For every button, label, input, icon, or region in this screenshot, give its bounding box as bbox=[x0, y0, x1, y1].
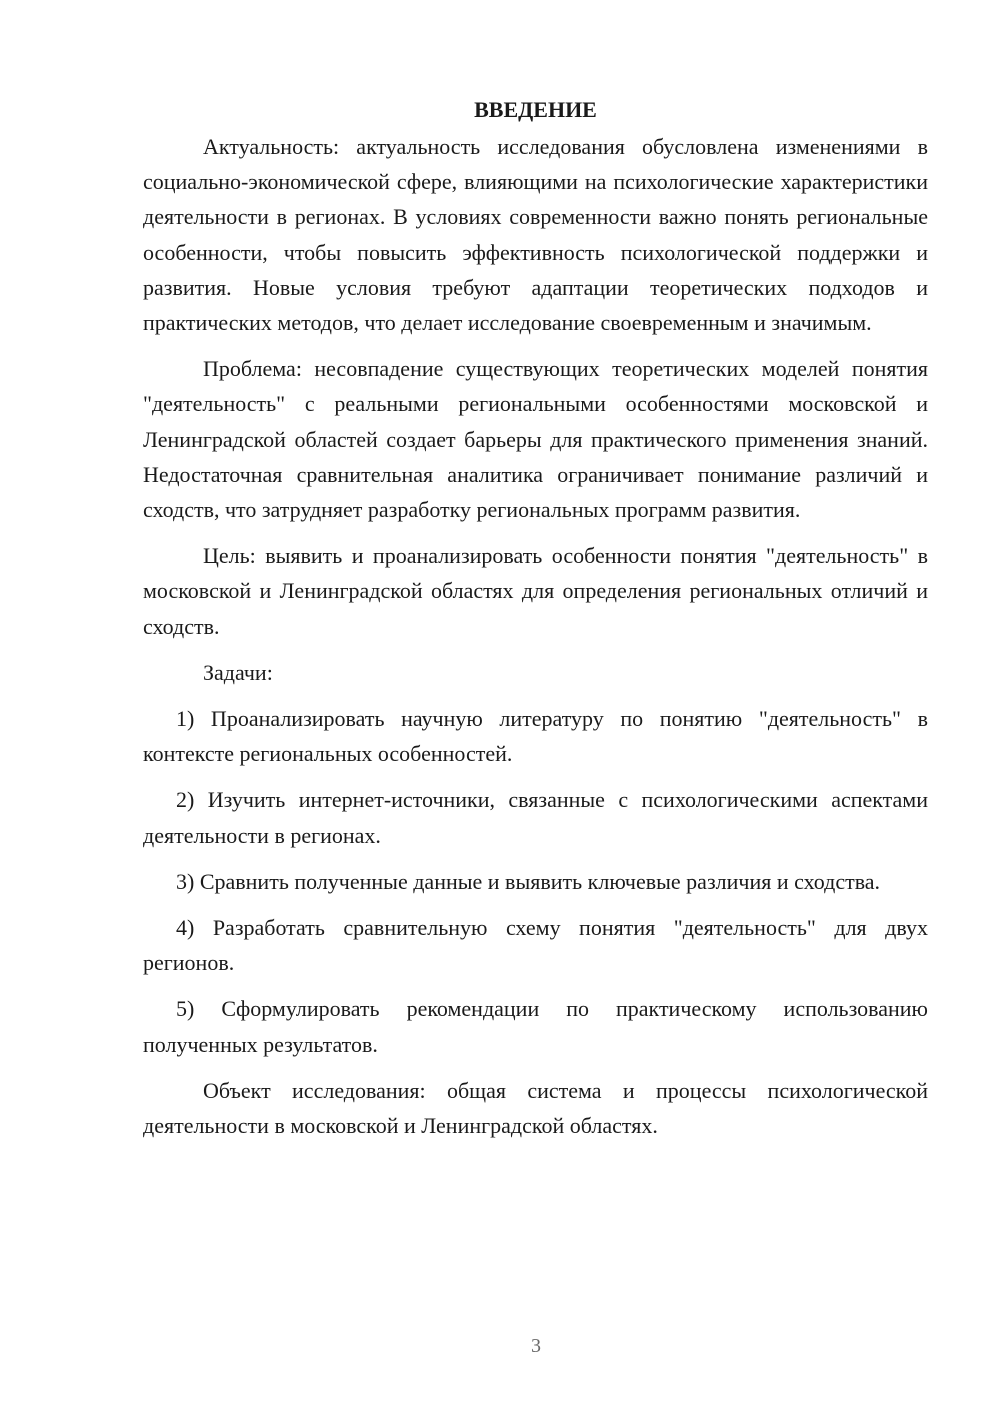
task-item-5: 5) Сформулировать рекомендации по практическому использованию полученных результатов. bbox=[143, 996, 928, 1057]
task-item-1: 1) Проанализировать научную литературу по понятию "деятельность" в контексте региональных особенностей. bbox=[143, 706, 928, 767]
paragraph-problem: Проблема: несовпадение существующих теоретических моделей понятия "деятельность" с реальными региональными особенностями московской и Ленинградской областей создает барьеры для практического применения знаний. Недостаточная сравнительная аналитика ограничивает понимание различий и сходств, что затрудняет разработку региональных программ развития. bbox=[143, 356, 928, 523]
paragraph-object: Объект исследования: общая система и процессы психологической деятельности в московской и Ленинградской областях. bbox=[143, 1077, 928, 1139]
task-item-2: 2) Изучить интернет-источники, связанные с психологическими аспектами деятельности в регионах. bbox=[143, 787, 928, 848]
paragraph-goal: Цель: выявить и проанализировать особенности понятия "деятельность" в московской и Ленинградской областях для определения региональных отличий и сходств. bbox=[143, 543, 928, 639]
task-item-3: 3) Сравнить полученные данные и выявить ключевые различия и сходства. bbox=[176, 868, 881, 894]
tasks-label: Задачи: bbox=[203, 659, 273, 685]
page-content bbox=[143, 92, 928, 1143]
page-title: ВВЕДЕНИЕ bbox=[474, 97, 597, 122]
page-number: 3 bbox=[531, 1335, 541, 1357]
task-item-4: 4) Разработать сравнительную схему понятия "деятельность" для двух регионов. bbox=[143, 915, 928, 976]
paragraph-relevance: Актуальность: актуальность исследования обусловлена изменениями в социально-экономической сфере, влияющими на психологические характеристики деятельности в регионах. В условиях современности важно понять региональные особенности, чтобы повысить эффективность психологической поддержки и развития. Новые условия требуют адаптации теоретических подходов и практических методов, что делает исследование своевременным и значимым. bbox=[143, 134, 928, 336]
